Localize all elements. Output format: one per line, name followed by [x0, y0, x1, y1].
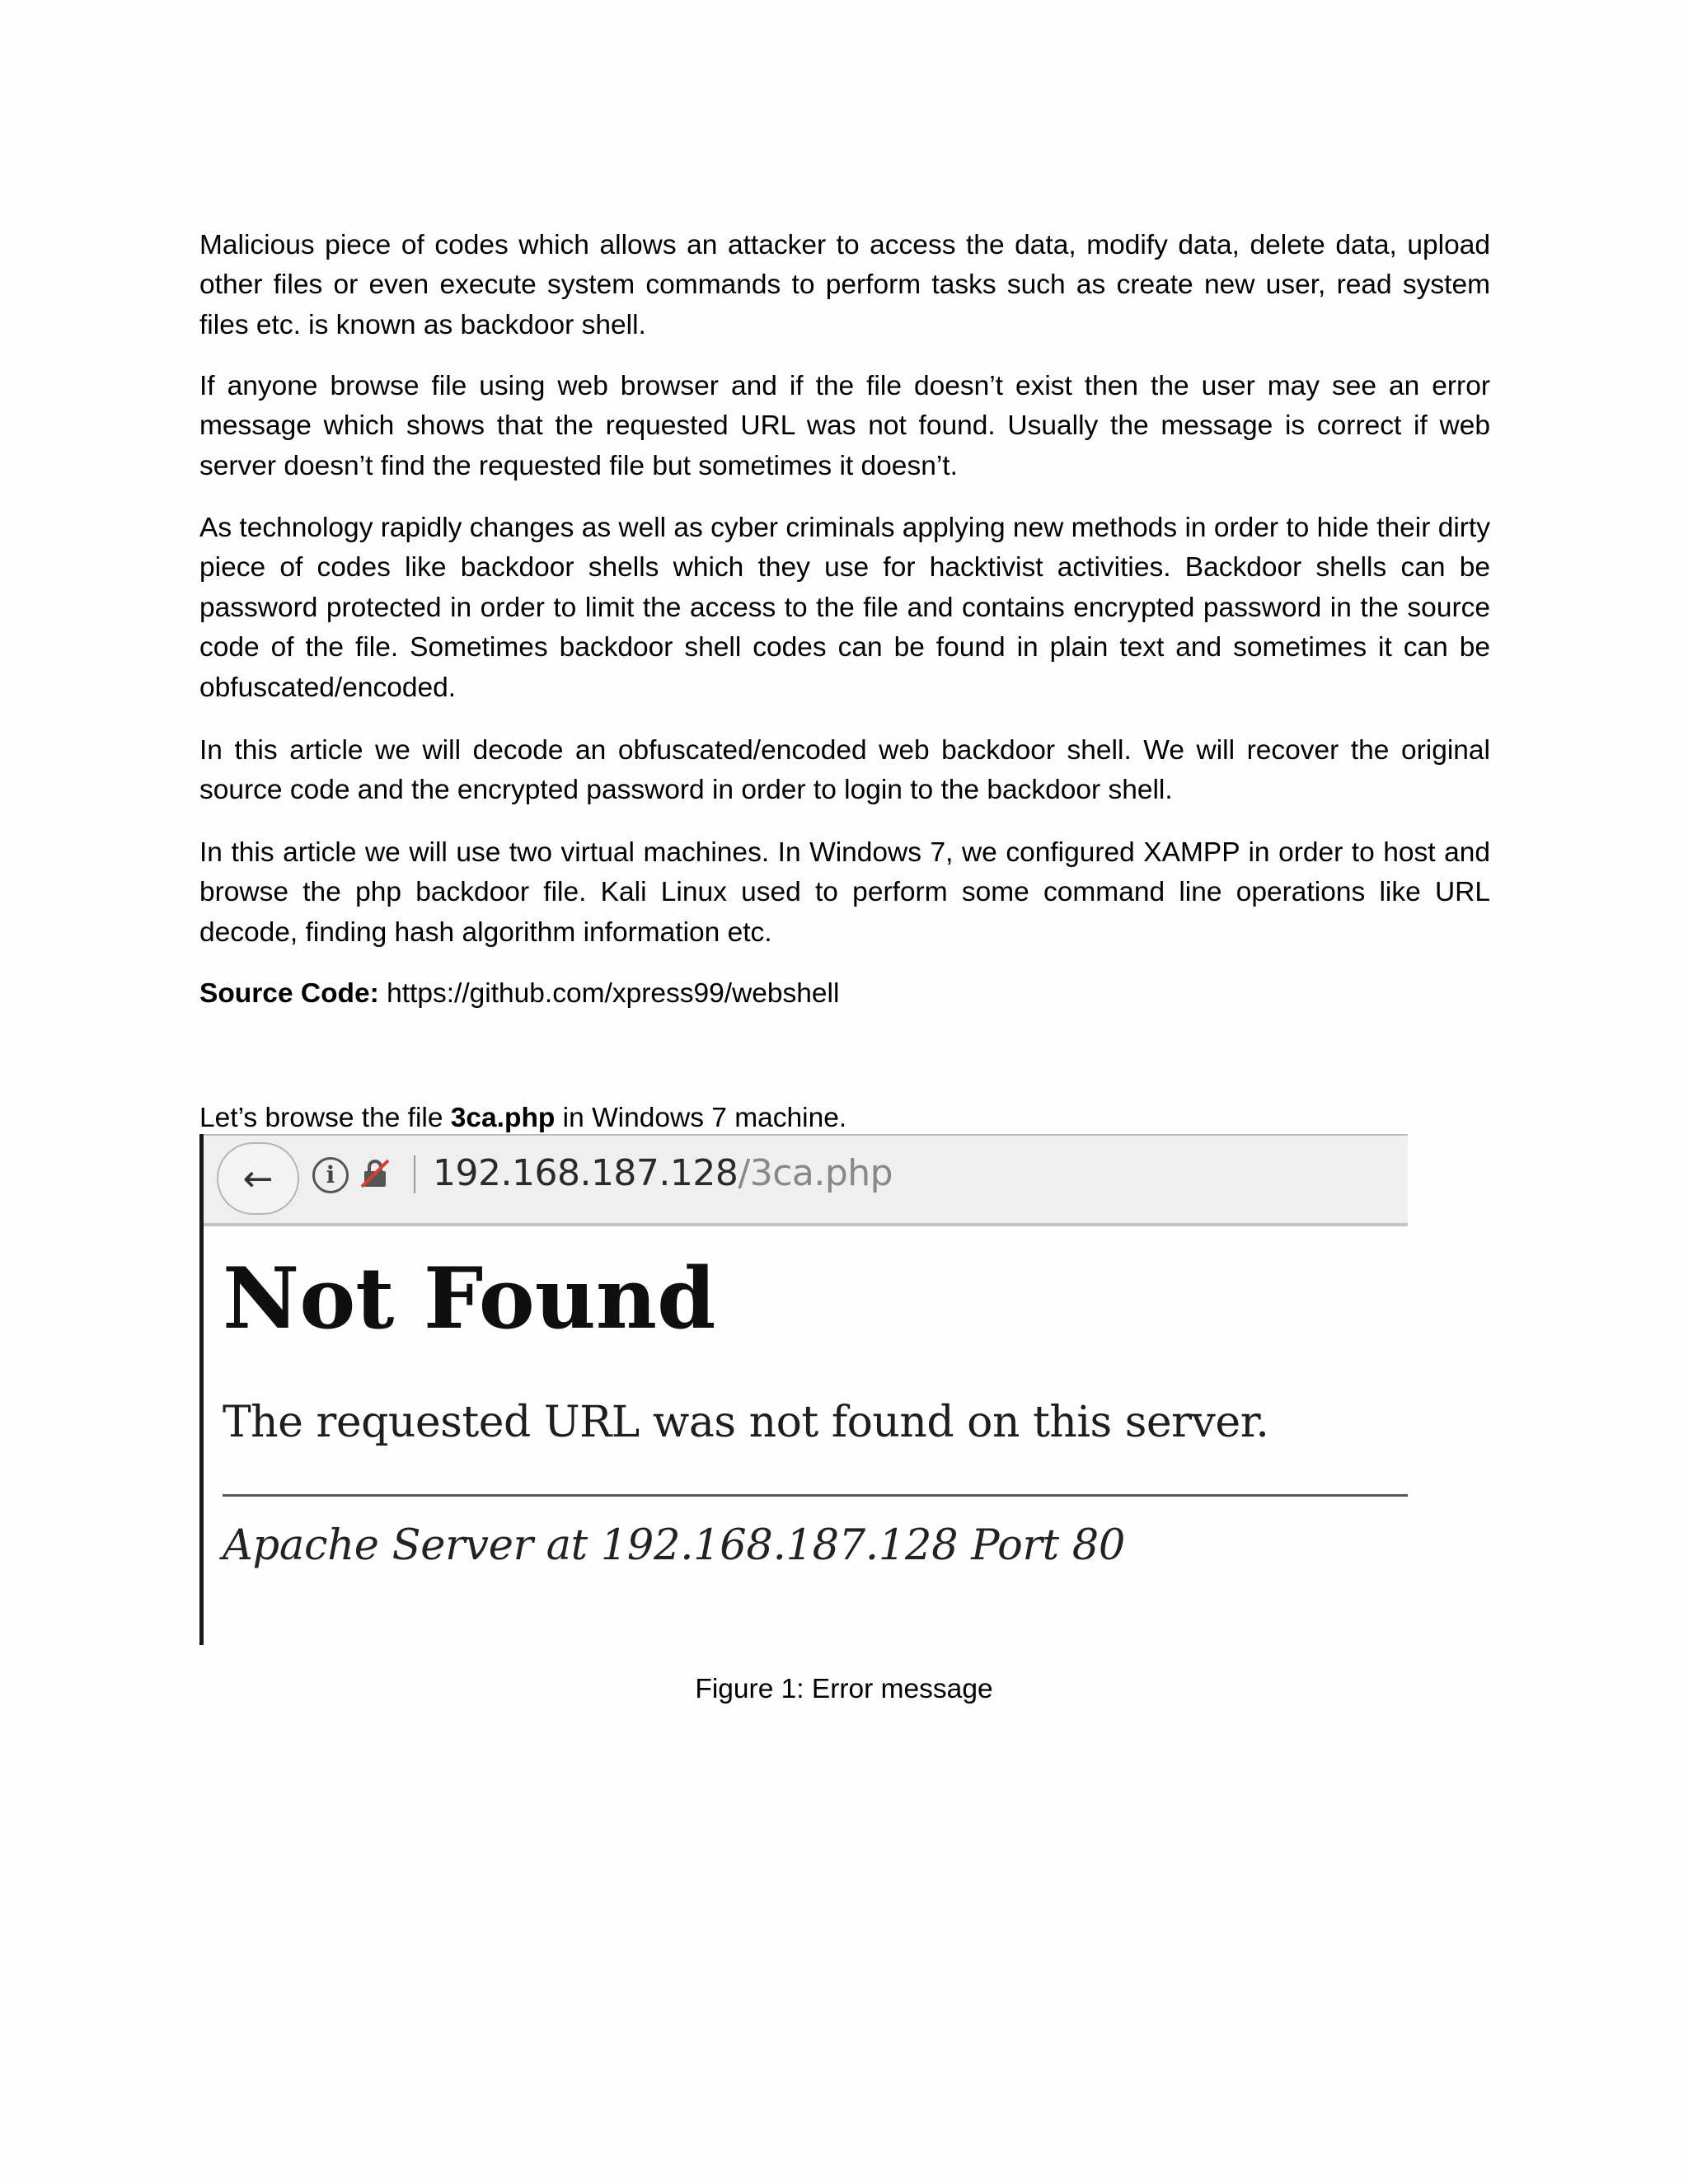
- error-page-screenshot: [199, 1134, 1408, 1645]
- not-found-message: The requested URL was not found on this server.: [223, 1398, 1269, 1447]
- info-icon: i: [312, 1157, 349, 1193]
- url-path: /3ca.php: [738, 1152, 893, 1194]
- url-text: [433, 1149, 893, 1198]
- horizontal-rule: [223, 1494, 1408, 1497]
- browse-line: [199, 1099, 1490, 1139]
- browse-line-prefix: Let’s browse the file: [199, 1102, 451, 1133]
- browser-address-bar: [204, 1134, 1408, 1225]
- figure-caption: Figure 1: Error message: [695, 1674, 993, 1704]
- paragraph-error-message: If anyone browse file using web browser and if the file doesn’t exist then the user may see an error message which shows that the requested URL was not found. Usually the message is correct if web server doesn’t find the requested file but sometimes it doesn’t.: [199, 370, 1490, 481]
- browser-bar-separator: [204, 1223, 1408, 1226]
- browse-filename: 3ca.php: [450, 1102, 556, 1133]
- paragraph-technology: As technology rapidly changes as well as cyber criminals applying new methods in order to hide their dirty piece of codes like backdoor shells which they use for hacktivist activities. Backdoor shells can be password protected in order to limit the access to the file and contains encrypted password in the source code of the file. Sometimes backdoor shell codes can be found in plain text and sometimes it can be obfuscated/encoded.: [199, 512, 1490, 703]
- source-code-line: [199, 974, 1490, 1015]
- source-code-url: https://github.com/xpress99/webshell: [378, 977, 840, 1009]
- paragraph-intro: Malicious piece of codes which allows an attacker to access the data, modify data, delete data, upload other files or even execute system commands to perform tasks such as create new user, read system files etc. is known as backdoor shell.: [199, 229, 1490, 340]
- insecure-lock-icon: [360, 1159, 390, 1188]
- server-signature: Apache Server at 192.168.187.128 Port 80: [223, 1521, 1126, 1570]
- back-arrow-icon: ←: [217, 1142, 299, 1215]
- not-found-heading: Not Found: [223, 1249, 716, 1348]
- url-divider: [414, 1155, 415, 1193]
- paragraph-article-goal: In this article we will decode an obfuscated/encoded web backdoor shell. We will recover the original source code and the encrypted password in order to login to the backdoor shell.: [199, 734, 1490, 805]
- source-code-label: Source Code:: [199, 977, 379, 1009]
- browse-line-suffix: in Windows 7 machine.: [555, 1102, 847, 1133]
- paragraph-virtual-machines: In this article we will use two virtual machines. In Windows 7, we configured XAMPP in order to host and browse the php backdoor file. Kali Linux used to perform some command line operations like URL decode, finding hash algorithm information etc.: [199, 837, 1490, 948]
- url-host: 192.168.187.128: [433, 1152, 738, 1194]
